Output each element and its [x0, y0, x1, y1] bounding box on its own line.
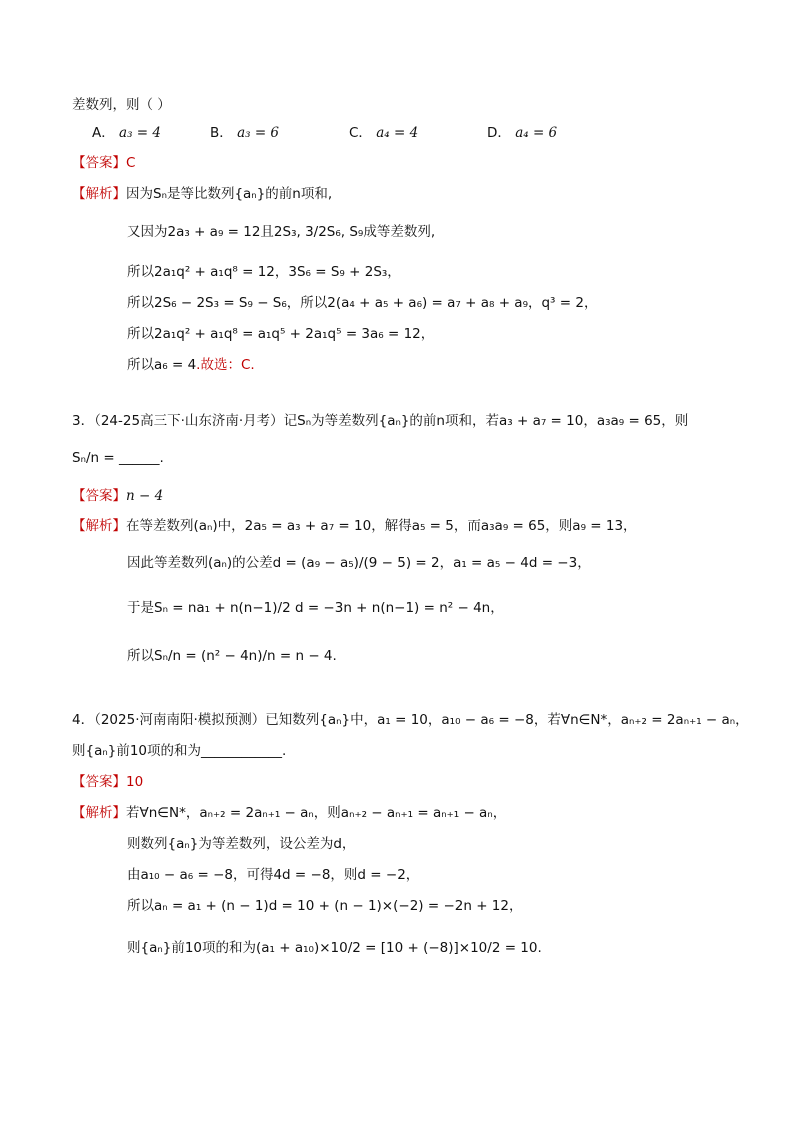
q3-stem-text: 记Sₙ为等差数列{aₙ}的前n项和，若a₃ + a₇ = 10，a₃a₉ = 65，则 [283, 413, 689, 429]
q3-answer [72, 486, 163, 506]
q2-step-3: 所以2S₆ − 2S₃ = S₉ − S₆，所以2(a₄ + a₅ + a₆) = a₇ + a₈ + a₉，q³ = 2， [127, 295, 598, 311]
q3-step-2: 因此等差数列(aₙ)的公差d = (a₉ − a₅)/(9 − 5) = 2，a₁ = a₅ − 4d = −3， [127, 555, 591, 571]
analysis-text: 在等差数列(aₙ)中，2a₅ = a₃ + a₇ = 10，解得a₅ = 5，而a₃a₉ = 65，则a₉ = 13， [126, 518, 637, 534]
q4-source: （2025·河南南阳·模拟预测） [94, 712, 266, 728]
answer-value: n − 4 [126, 488, 164, 504]
q4-step-5: 则{aₙ}前10项的和为(a₁ + a₁₀)×10/2 = [10 + (−8)]×10/2 = 10. [127, 940, 542, 956]
answer-value: 10 [126, 774, 144, 790]
q3-source: （24-25高三下·山东济南·月考） [94, 413, 284, 429]
q2-step-2: 所以2a₁q² + a₁q⁸ = 12，3S₆ = S₉ + 2S₃， [127, 264, 401, 280]
q4-step-4: 所以aₙ = a₁ + (n − 1)d = 10 + (n − 1)×(−2) = −2n + 12， [127, 898, 523, 914]
analysis-tag: 【解析】 [72, 805, 126, 821]
q2-option-a [92, 123, 161, 143]
q2-option-a-label: A． [92, 125, 115, 141]
analysis-tag: 【解析】 [72, 518, 126, 534]
q4-stem-text: 已知数列{aₙ}中，a₁ = 10，a₁₀ − a₆ = −8，若∀n∈N*，aₙ₊₂ = 2aₙ₊₁ − aₙ， [265, 712, 749, 728]
q2-step-4: 所以2a₁q² + a₁q⁸ = a₁q⁵ + 2a₁q⁵ = 3a₆ = 12， [127, 326, 435, 342]
q4-stem [72, 710, 749, 730]
q2-analysis-intro [72, 184, 332, 204]
q2-option-c-label: C． [349, 125, 372, 141]
q4-analysis-1 [72, 803, 506, 823]
q3-number: 3． [72, 413, 95, 429]
q2-step-5 [127, 355, 255, 375]
q2-option-a-expr: a₃ = 4 [119, 125, 161, 141]
q2-step-5-end: .故选：C. [196, 357, 255, 373]
answer-tag: 【答案】 [72, 774, 126, 790]
answer-tag: 【答案】 [72, 155, 126, 171]
q3-step-3: 于是Sₙ = na₁ + n(n−1)/2 d = −3n + n(n−1) = n² − 4n， [127, 600, 504, 616]
q2-option-c-expr: a₄ = 4 [376, 125, 419, 141]
q2-option-b-expr: a₃ = 6 [237, 125, 280, 141]
q3-blank-line: Sₙ/n = ______. [72, 450, 164, 466]
q4-stem-2: 则{aₙ}前10项的和为____________. [72, 743, 287, 759]
q4-step-3: 由a₁₀ − a₆ = −8，可得4d = −8，则d = −2， [127, 867, 420, 883]
q2-option-b [210, 123, 279, 143]
q4-step-2: 则数列{aₙ}为等差数列，设公差为d， [127, 836, 356, 852]
q3-step-4: 所以Sₙ/n = (n² − 4n)/n = n − 4. [127, 648, 337, 664]
q2-stem-tail: 差数列，则（ ） [72, 97, 171, 113]
answer-value: C [126, 155, 136, 171]
q4-number: 4． [72, 712, 95, 728]
answer-tag: 【答案】 [72, 488, 126, 504]
q4-answer [72, 772, 143, 792]
analysis-text: 因为Sₙ是等比数列{aₙ}的前n项和, [126, 186, 333, 202]
q2-option-c [349, 123, 418, 143]
analysis-text: 若∀n∈N*，aₙ₊₂ = 2aₙ₊₁ − aₙ，则aₙ₊₂ − aₙ₊₁ = aₙ₊₁ − aₙ， [126, 805, 507, 821]
analysis-tag: 【解析】 [72, 186, 126, 202]
q3-analysis-1 [72, 516, 637, 536]
q2-step-1: 又因为2a₃ + a₉ = 12且2S₃, 3/2S₆, S₉成等差数列, [127, 224, 436, 240]
q2-option-b-label: B． [210, 125, 233, 141]
q2-answer [72, 153, 135, 173]
q2-option-d [487, 123, 557, 143]
q3-stem [72, 411, 688, 431]
q2-step-5-expr: 所以a₆ = 4 [127, 357, 197, 373]
q2-option-d-label: D． [487, 125, 511, 141]
q2-option-d-expr: a₄ = 6 [515, 125, 558, 141]
